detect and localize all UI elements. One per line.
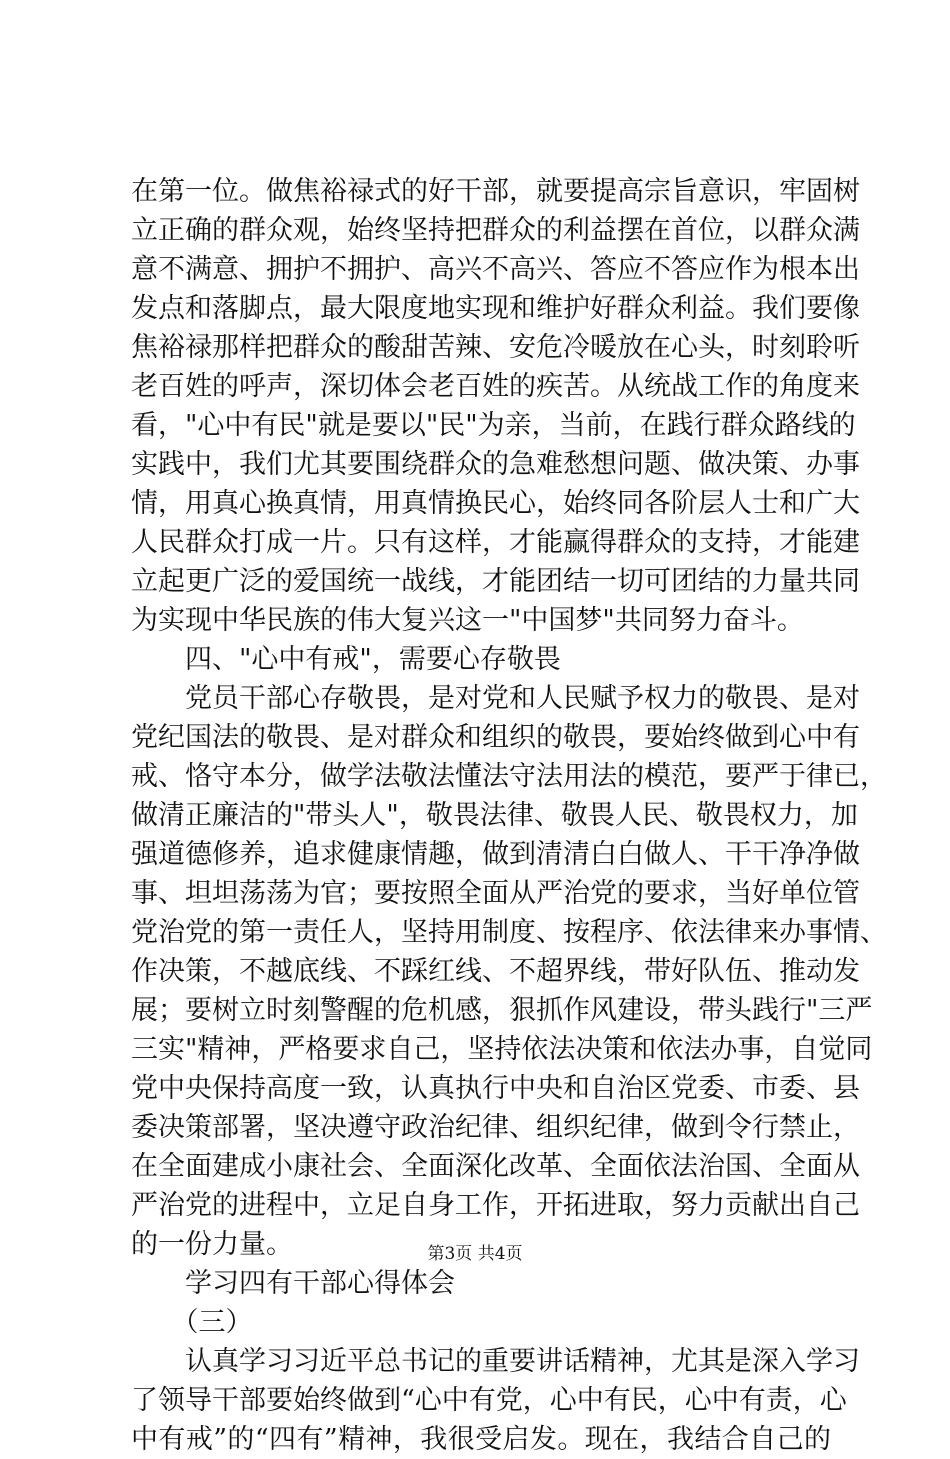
text-line: 为实现中华民族的伟大复兴这一"中国梦"共同努力奋斗。 (131, 605, 804, 636)
text-line: 实践中，我们尤其要围绕群众的急难愁想问题、做决策、办事 (131, 449, 860, 480)
text-line: 三实"精神，严格要求自己，坚持依法决策和依法办事，自觉同 (131, 1034, 873, 1065)
text-line: 焦裕禄那样把群众的酸甜苦辣、安危冷暖放在心头，时刻聆听 (131, 332, 860, 363)
text-line: 立起更广泛的爱国统一战线，才能团结一切可团结的力量共同 (131, 566, 860, 597)
text-line: 发点和落脚点，最大限度地实现和维护好群众利益。我们要像 (131, 293, 860, 324)
text-line: 意不满意、拥护不拥护、高兴不高兴、答应不答应作为根本出 (131, 254, 860, 285)
text-line: 看，"心中有民"就是要以"民"为亲，当前，在践行群众路线的 (131, 410, 856, 441)
text-line: 强道德修养，追求健康情趣，做到清清白白做人、干干净净做 (131, 839, 860, 870)
body-text (131, 172, 887, 1459)
page-footer (0, 1243, 950, 1265)
section-heading: （三） (131, 1307, 253, 1338)
text-line: 严治党的进程中，立足自身工作，开拓进取，努力贡献出自己 (131, 1190, 860, 1221)
text-line: 戒、恪守本分，做学法敬法懂法守法用法的模范，要严于律已， (131, 761, 887, 792)
text-line: 认真学习习近平总书记的重要讲话精神，尤其是深入学习 (131, 1346, 860, 1377)
section-heading: 学习四有干部心得体会 (131, 1268, 455, 1299)
text-line: 事、坦坦荡荡为官；要按照全面从严治党的要求，当好单位管 (131, 878, 860, 909)
section-heading: 四、"心中有戒"，需要心存敬畏 (131, 644, 561, 675)
text-line: 情，用真心换真情，用真情换民心，始终同各阶层人士和广大 (131, 488, 860, 519)
text-line: 在第一位。做焦裕禄式的好干部，就要提高宗旨意识，牢固树 (131, 176, 860, 207)
text-line: 立正确的群众观，始终坚持把群众的利益摆在首位，以群众满 (131, 215, 860, 246)
text-line: 的一份力量。 (131, 1229, 293, 1260)
text-line: 作决策，不越底线、不踩红线、不超界线，带好队伍、推动发 (131, 956, 860, 987)
text-line: 党员干部心存敬畏，是对党和人民赋予权力的敬畏、是对 (131, 683, 860, 714)
text-line: 在全面建成小康社会、全面深化改革、全面依法治国、全面从 (131, 1151, 860, 1182)
text-line: 中有戒”的“四有”精神，我很受启发。现在，我结合自己的 (131, 1424, 831, 1455)
text-line: 做清正廉洁的"带头人"，敬畏法律、敬畏人民、敬畏权力，加 (131, 800, 858, 831)
text-line: 党纪国法的敬畏、是对群众和组织的敬畏，要始终做到心中有 (131, 722, 860, 753)
text-line: 了领导干部要始终做到“心中有党，心中有民，心中有责，心 (131, 1385, 847, 1416)
text-line: 展；要树立时刻警醒的危机感，狠抓作风建设，带头践行"三严 (131, 995, 873, 1026)
text-line: 委决策部署，坚决遵守政治纪律、组织纪律，做到令行禁止， (131, 1112, 860, 1143)
text-line: 老百姓的呼声，深切体会老百姓的疾苦。从统战工作的角度来 (131, 371, 860, 402)
page-number: 第3页 共4页 (427, 1244, 523, 1264)
text-line: 人民群众打成一片。只有这样，才能赢得群众的支持，才能建 (131, 527, 860, 558)
text-line: 党治党的第一责任人，坚持用制度、按程序、依法律来办事情、 (131, 917, 887, 948)
text-line: 党中央保持高度一致，认真执行中央和自治区党委、市委、县 (131, 1073, 860, 1104)
